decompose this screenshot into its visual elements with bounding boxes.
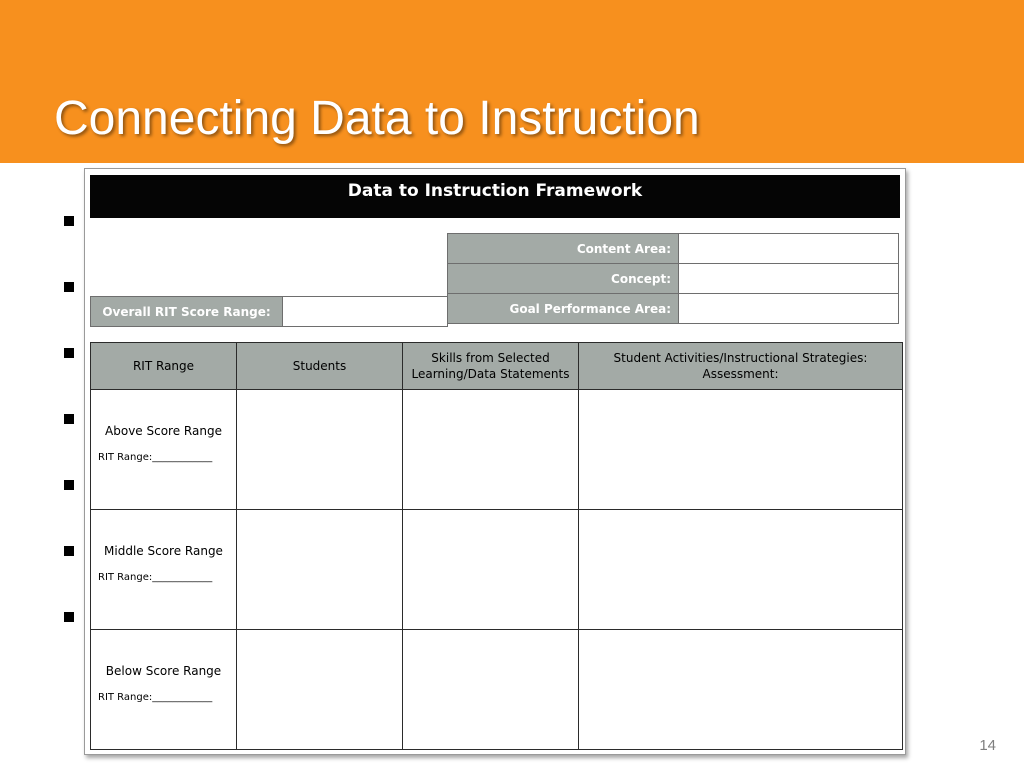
- column-header-rit-range: RIT Range: [91, 343, 237, 390]
- rit-range-line: RIT Range:____________: [98, 452, 213, 463]
- overall-rit-table: [90, 296, 448, 327]
- column-header-skills: Skills from Selected Learning/Data Statements: [403, 343, 579, 390]
- page-number: 14: [979, 737, 996, 754]
- rit-range-cell: [91, 510, 237, 630]
- bullet-marker: [64, 612, 74, 622]
- content-fields-table: [447, 233, 899, 324]
- students-cell[interactable]: [237, 510, 403, 630]
- bullet-marker: [64, 414, 74, 424]
- bullet-marker: [64, 216, 74, 226]
- activities-cell[interactable]: [579, 630, 903, 750]
- skills-cell[interactable]: [403, 390, 579, 510]
- goal-area-label: Goal Performance Area:: [448, 294, 679, 324]
- rit-range-line: RIT Range:____________: [98, 572, 213, 583]
- concept-label: Concept:: [448, 264, 679, 294]
- table-row: [91, 390, 903, 510]
- range-name: Above Score Range: [105, 424, 222, 438]
- skills-cell[interactable]: [403, 630, 579, 750]
- framework-table: [90, 342, 903, 750]
- concept-field[interactable]: [679, 264, 899, 294]
- activities-cell[interactable]: [579, 390, 903, 510]
- goal-area-field[interactable]: [679, 294, 899, 324]
- bullet-marker: [64, 480, 74, 490]
- overall-rit-row: [91, 297, 448, 327]
- column-header-activities: Student Activities/Instructional Strategies: Assessment:: [579, 343, 903, 390]
- goal-area-row: [448, 294, 899, 324]
- students-cell[interactable]: [237, 390, 403, 510]
- content-area-row: [448, 234, 899, 264]
- bullet-marker: [64, 282, 74, 292]
- activities-cell[interactable]: [579, 510, 903, 630]
- concept-row: [448, 264, 899, 294]
- rit-range-line: RIT Range:____________: [98, 692, 213, 703]
- framework-header-row: [91, 343, 903, 390]
- bullet-marker: [64, 348, 74, 358]
- slide-title: Connecting Data to Instruction: [54, 92, 700, 145]
- content-area-field[interactable]: [679, 234, 899, 264]
- rit-range-cell: [91, 630, 237, 750]
- overall-rit-field[interactable]: [283, 297, 448, 327]
- overall-rit-label: Overall RIT Score Range:: [91, 297, 283, 327]
- range-name: Below Score Range: [105, 664, 222, 678]
- rit-range-cell: [91, 390, 237, 510]
- table-row: [91, 630, 903, 750]
- students-cell[interactable]: [237, 630, 403, 750]
- skills-cell[interactable]: [403, 510, 579, 630]
- bullet-marker: [64, 546, 74, 556]
- content-area-label: Content Area:: [448, 234, 679, 264]
- column-header-students: Students: [237, 343, 403, 390]
- table-row: [91, 510, 903, 630]
- range-name: Middle Score Range: [104, 544, 223, 558]
- framework-title: Data to Instruction Framework: [90, 175, 900, 218]
